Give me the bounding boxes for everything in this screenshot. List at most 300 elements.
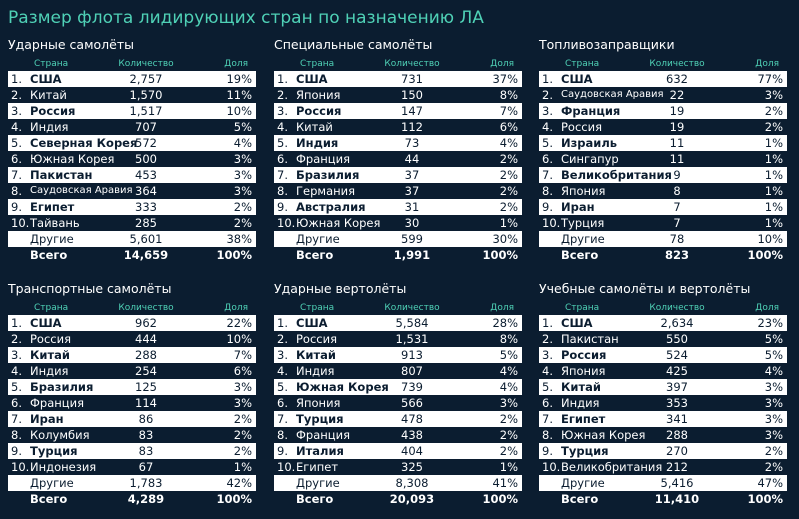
row-share: 11% — [226, 88, 252, 102]
row-rank: 2. — [542, 88, 553, 102]
row-share: 3% — [764, 88, 783, 102]
row-count: 397 — [666, 380, 688, 394]
row-count: 11 — [669, 152, 685, 166]
table-row — [8, 395, 256, 411]
table-row — [8, 379, 256, 395]
row-country: Германия — [296, 184, 356, 198]
row-country: Китай — [30, 348, 70, 362]
row-share: 2% — [764, 120, 783, 134]
row-rank: 8. — [11, 428, 22, 442]
row-share: 7% — [499, 104, 518, 118]
row-rank: 9. — [542, 444, 553, 458]
row-country: Другие — [30, 232, 74, 246]
row-count: 7 — [673, 200, 681, 214]
row-rank: 7. — [11, 168, 22, 182]
table-row — [274, 151, 522, 167]
table-row — [8, 459, 256, 475]
table-row — [274, 119, 522, 135]
row-country: Тайвань — [30, 216, 80, 230]
table-body — [274, 315, 522, 507]
table-row — [539, 443, 787, 459]
row-count: 254 — [135, 364, 157, 378]
row-rank: 5. — [277, 136, 288, 150]
table-row — [274, 427, 522, 443]
row-count: 353 — [666, 396, 688, 410]
row-share: 2% — [499, 200, 518, 214]
row-country: Япония — [296, 88, 341, 102]
row-share: 4% — [233, 136, 252, 150]
row-share: 2% — [764, 460, 783, 474]
row-rank: 5. — [11, 380, 22, 394]
row-rank: 6. — [542, 152, 553, 166]
row-rank: 7. — [542, 412, 553, 426]
row-share: 1% — [499, 460, 518, 474]
row-share: 3% — [233, 184, 252, 198]
row-count: 500 — [135, 152, 157, 166]
table-row — [274, 87, 522, 103]
row-share: 2% — [764, 104, 783, 118]
row-count: 11 — [669, 136, 685, 150]
table-row — [539, 247, 787, 263]
row-rank: 8. — [11, 184, 22, 198]
row-country: Всего — [30, 492, 68, 506]
table-row — [8, 427, 256, 443]
table-row — [539, 151, 787, 167]
row-count: 83 — [138, 428, 154, 442]
table-row — [539, 491, 787, 507]
table-row — [8, 183, 256, 199]
row-rank: 3. — [277, 348, 288, 362]
row-share: 5% — [499, 348, 518, 362]
row-country: Франция — [561, 104, 621, 118]
row-share: 38% — [226, 232, 252, 246]
row-share: 8% — [499, 332, 518, 346]
header-country: Страна — [34, 59, 69, 69]
table-row — [539, 475, 787, 491]
row-count: 404 — [401, 444, 423, 458]
header-count: Количество — [118, 59, 174, 69]
header-share: Доля — [490, 59, 514, 69]
row-country: Бразилия — [296, 168, 360, 182]
row-country: Южная Корея — [296, 380, 389, 394]
table-row — [539, 215, 787, 231]
row-share: 23% — [757, 316, 783, 330]
table-row — [274, 103, 522, 119]
row-country: Египет — [30, 200, 75, 214]
row-country: Другие — [561, 476, 605, 490]
row-country: Северная Корея — [30, 136, 138, 150]
table-row — [274, 347, 522, 363]
row-country: Индия — [296, 136, 339, 150]
table-row — [8, 215, 256, 231]
row-count: 44 — [404, 152, 420, 166]
table-row — [274, 411, 522, 427]
row-count: 11,410 — [654, 492, 700, 506]
row-country: Россия — [30, 104, 76, 118]
header-count: Количество — [384, 303, 440, 313]
table-body — [274, 71, 522, 263]
row-count: 425 — [666, 364, 688, 378]
table-row — [539, 315, 787, 331]
panel-title: Транспортные самолёты — [8, 281, 172, 296]
row-rank: 4. — [542, 120, 553, 134]
row-country: Южная Корея — [561, 428, 646, 442]
row-share: 3% — [764, 428, 783, 442]
column-headers — [539, 57, 787, 71]
row-country: Саудовская Аравия — [561, 89, 664, 100]
row-count: 288 — [135, 348, 157, 362]
row-share: 2% — [499, 444, 518, 458]
table-row — [274, 475, 522, 491]
row-country: Индия — [30, 120, 69, 134]
row-count: 8,308 — [395, 476, 429, 490]
row-share: 41% — [492, 476, 518, 490]
table-row — [274, 231, 522, 247]
row-rank: 2. — [11, 88, 22, 102]
row-rank: 6. — [277, 152, 288, 166]
row-count: 632 — [666, 72, 688, 86]
row-country: Египет — [561, 412, 606, 426]
row-share: 3% — [764, 412, 783, 426]
row-share: 2% — [233, 444, 252, 458]
row-share: 77% — [757, 72, 783, 86]
row-count: 9 — [673, 168, 681, 182]
row-rank: 4. — [542, 364, 553, 378]
table-row — [8, 347, 256, 363]
table-row — [274, 135, 522, 151]
row-rank: 2. — [542, 332, 553, 346]
table-panel — [8, 36, 256, 263]
row-count: 31 — [404, 200, 420, 214]
table-row — [8, 151, 256, 167]
row-country: Россия — [561, 120, 603, 134]
row-rank: 3. — [542, 348, 553, 362]
row-country: Индия — [30, 364, 69, 378]
row-share: 5% — [233, 120, 252, 134]
row-country: Россия — [296, 104, 342, 118]
table-row — [274, 443, 522, 459]
row-share: 2% — [499, 184, 518, 198]
row-rank: 8. — [277, 428, 288, 442]
table-row — [274, 395, 522, 411]
row-country: Другие — [561, 232, 605, 246]
row-rank: 5. — [277, 380, 288, 394]
row-count: 1,517 — [129, 104, 163, 118]
table-row — [274, 183, 522, 199]
row-rank: 6. — [277, 396, 288, 410]
row-country: США — [30, 316, 62, 330]
table-row — [8, 411, 256, 427]
table-row — [274, 247, 522, 263]
row-count: 125 — [135, 380, 157, 394]
column-headers — [274, 57, 522, 71]
row-country: Другие — [30, 476, 74, 490]
row-country: Израиль — [561, 136, 618, 150]
header-count: Количество — [649, 303, 705, 313]
row-country: Турция — [30, 444, 78, 458]
row-rank: 4. — [277, 120, 288, 134]
row-country: Италия — [296, 444, 344, 458]
table-row — [8, 103, 256, 119]
row-country: Колумбия — [30, 428, 90, 442]
row-share: 5% — [764, 348, 783, 362]
row-country: Всего — [296, 248, 334, 262]
table-row — [539, 167, 787, 183]
row-count: 1,783 — [129, 476, 163, 490]
row-country: Франция — [296, 428, 350, 442]
row-rank: 8. — [542, 428, 553, 442]
row-count: 4,289 — [127, 492, 165, 506]
table-row — [8, 119, 256, 135]
row-count: 212 — [666, 460, 688, 474]
row-share: 1% — [764, 216, 783, 230]
table-row — [539, 411, 787, 427]
row-share: 28% — [492, 316, 518, 330]
row-rank: 9. — [277, 444, 288, 458]
row-country: США — [296, 72, 328, 86]
table-row — [539, 379, 787, 395]
row-country: Бразилия — [30, 380, 94, 394]
row-count: 807 — [401, 364, 423, 378]
row-share: 3% — [233, 152, 252, 166]
row-count: 1,531 — [395, 332, 429, 346]
table-panel — [539, 36, 787, 263]
row-share: 1% — [233, 460, 252, 474]
row-country: Всего — [30, 248, 68, 262]
table-row — [539, 459, 787, 475]
table-body — [539, 315, 787, 507]
row-share: 1% — [764, 168, 783, 182]
row-count: 364 — [135, 184, 157, 198]
row-country: Южная Корея — [30, 152, 115, 166]
row-country: Другие — [296, 476, 340, 490]
row-rank: 5. — [11, 136, 22, 150]
row-country: Южная Корея — [296, 216, 381, 230]
row-country: Иран — [561, 200, 595, 214]
row-country: Китай — [296, 348, 336, 362]
panel-title: Ударные самолёты — [8, 37, 135, 52]
row-share: 3% — [764, 380, 783, 394]
row-rank: 9. — [11, 200, 22, 214]
row-country: Пакистан — [30, 168, 93, 182]
column-headers — [274, 301, 522, 315]
row-share: 3% — [233, 396, 252, 410]
row-count: 37 — [404, 184, 420, 198]
row-rank: 9. — [277, 200, 288, 214]
row-rank: 5. — [542, 136, 553, 150]
row-rank: 7. — [542, 168, 553, 182]
row-share: 8% — [499, 88, 518, 102]
row-share: 4% — [764, 364, 783, 378]
row-rank: 3. — [11, 348, 22, 362]
column-headers — [8, 301, 256, 315]
row-share: 1% — [499, 216, 518, 230]
row-country: Саудовская Аравия — [30, 185, 133, 196]
row-share: 2% — [233, 200, 252, 214]
row-share: 19% — [226, 72, 252, 86]
table-row — [539, 347, 787, 363]
row-count: 566 — [401, 396, 423, 410]
row-country: Япония — [561, 184, 606, 198]
row-share: 4% — [499, 380, 518, 394]
row-rank: 1. — [277, 72, 288, 86]
row-share: 2% — [764, 444, 783, 458]
row-country: Китай — [30, 88, 67, 102]
row-share: 2% — [233, 428, 252, 442]
row-share: 10% — [226, 332, 252, 346]
row-rank: 10. — [277, 460, 296, 474]
header-country: Страна — [565, 59, 600, 69]
row-rank: 1. — [277, 316, 288, 330]
table-row — [274, 459, 522, 475]
row-count: 147 — [401, 104, 423, 118]
row-rank: 10. — [277, 216, 296, 230]
row-share: 1% — [764, 136, 783, 150]
row-share: 2% — [233, 412, 252, 426]
row-country: Другие — [296, 232, 340, 246]
header-share: Доля — [755, 59, 779, 69]
row-country: Великобритания — [561, 460, 663, 474]
row-country: Турция — [561, 444, 609, 458]
row-count: 73 — [404, 136, 420, 150]
table-row — [8, 363, 256, 379]
row-rank: 4. — [11, 364, 22, 378]
table-row — [539, 199, 787, 215]
row-rank: 3. — [277, 104, 288, 118]
column-headers — [539, 301, 787, 315]
table-row — [274, 331, 522, 347]
header-share: Доля — [755, 303, 779, 313]
row-count: 913 — [401, 348, 423, 362]
panel-title: Ударные вертолёты — [274, 281, 407, 296]
row-share: 47% — [757, 476, 783, 490]
row-count: 550 — [666, 332, 688, 346]
row-country: Китай — [561, 380, 601, 394]
row-country: Турция — [561, 216, 605, 230]
row-count: 524 — [666, 348, 688, 362]
row-rank: 2. — [277, 332, 288, 346]
row-count: 333 — [135, 200, 157, 214]
row-share: 100% — [747, 492, 783, 506]
table-row — [539, 427, 787, 443]
header-count: Количество — [649, 59, 705, 69]
row-count: 7 — [673, 216, 681, 230]
row-count: 285 — [135, 216, 157, 230]
page-title: Размер флота лидирующих стран по назначению ЛА — [8, 8, 484, 28]
table-row — [8, 199, 256, 215]
row-share: 6% — [499, 120, 518, 134]
row-country: Австралия — [296, 200, 366, 214]
row-count: 739 — [401, 380, 423, 394]
row-count: 325 — [401, 460, 423, 474]
row-count: 37 — [404, 168, 420, 182]
row-count: 86 — [138, 412, 154, 426]
table-row — [8, 443, 256, 459]
header-country: Страна — [565, 303, 600, 313]
row-rank: 4. — [277, 364, 288, 378]
row-count: 453 — [135, 168, 157, 182]
row-rank: 1. — [11, 72, 22, 86]
row-count: 5,584 — [395, 316, 429, 330]
row-count: 22 — [669, 88, 685, 102]
table-row — [274, 71, 522, 87]
table-row — [539, 395, 787, 411]
row-rank: 9. — [542, 200, 553, 214]
row-share: 10% — [757, 232, 783, 246]
row-rank: 6. — [11, 396, 22, 410]
row-count: 83 — [138, 444, 154, 458]
table-panel — [274, 36, 522, 263]
table-row — [274, 215, 522, 231]
table-row — [8, 167, 256, 183]
row-rank: 10. — [542, 216, 561, 230]
row-country: Индия — [296, 364, 335, 378]
row-share: 2% — [499, 428, 518, 442]
row-count: 823 — [664, 248, 689, 262]
row-country: Япония — [561, 364, 606, 378]
row-rank: 7. — [11, 412, 22, 426]
row-rank: 10. — [542, 460, 561, 474]
row-count: 707 — [135, 120, 157, 134]
table-row — [8, 87, 256, 103]
row-rank: 2. — [277, 88, 288, 102]
table-row — [8, 231, 256, 247]
row-share: 100% — [482, 248, 518, 262]
row-country: Индонезия — [30, 460, 97, 474]
row-rank: 8. — [277, 184, 288, 198]
row-country: Индия — [561, 396, 600, 410]
row-share: 5% — [764, 332, 783, 346]
table-row — [274, 379, 522, 395]
row-country: Франция — [296, 152, 350, 166]
table-row — [539, 363, 787, 379]
row-count: 2,757 — [129, 72, 163, 86]
table-row — [8, 71, 256, 87]
table-row — [274, 315, 522, 331]
row-rank: 3. — [542, 104, 553, 118]
row-rank: 7. — [277, 412, 288, 426]
row-rank: 6. — [11, 152, 22, 166]
row-share: 10% — [226, 104, 252, 118]
row-count: 19 — [669, 104, 685, 118]
table-row — [8, 475, 256, 491]
row-share: 6% — [233, 364, 252, 378]
row-count: 731 — [401, 72, 423, 86]
table-row — [539, 103, 787, 119]
row-count: 114 — [135, 396, 157, 410]
row-share: 7% — [233, 348, 252, 362]
row-country: Иран — [30, 412, 64, 426]
header-country: Страна — [34, 303, 69, 313]
row-count: 288 — [666, 428, 688, 442]
table-row — [539, 119, 787, 135]
header-count: Количество — [384, 59, 440, 69]
table-row — [274, 491, 522, 507]
table-row — [539, 231, 787, 247]
row-share: 2% — [233, 216, 252, 230]
header-count: Количество — [118, 303, 174, 313]
row-count: 962 — [135, 316, 157, 330]
row-country: Франция — [30, 396, 84, 410]
row-count: 30 — [404, 216, 420, 230]
row-rank: 7. — [277, 168, 288, 182]
table-body — [539, 71, 787, 263]
row-share: 22% — [226, 316, 252, 330]
row-rank: 8. — [542, 184, 553, 198]
table-row — [274, 167, 522, 183]
row-country: Турция — [296, 412, 344, 426]
row-rank: 2. — [11, 332, 22, 346]
